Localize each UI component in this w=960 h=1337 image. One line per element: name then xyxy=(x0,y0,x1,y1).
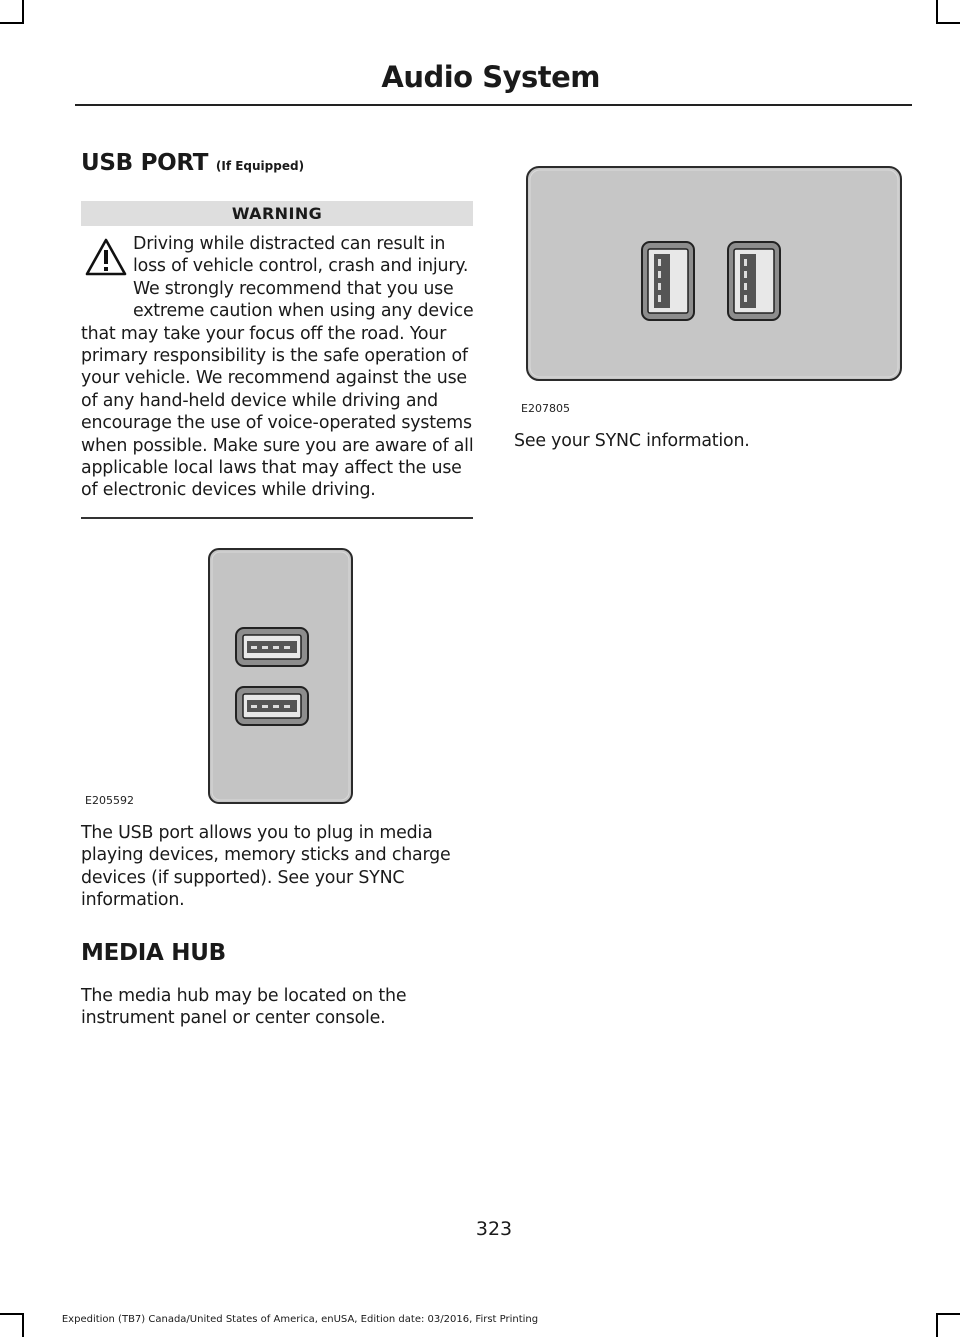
usb-port-figure xyxy=(200,545,360,807)
media-hub-figure-code: E207805 xyxy=(521,402,570,415)
crop-mark xyxy=(0,22,24,24)
warning-text: Driving while distracted can result in loss of vehicle control, crash and injury. We strongly recommend that you use extreme caution when using any device that may take your focus off the road. Your primary responsibility is the safe operation of your vehicle. We recommend against the use of any hand-held device while driving and encourage the use of voice-operated systems when possible. Make sure you are aware of all applicable local laws that may affect the use of electronic devices while driving. xyxy=(81,234,474,501)
usb-figure-code: E205592 xyxy=(85,794,134,807)
media-hub-heading: MEDIA HUB xyxy=(81,940,226,966)
media-hub-note: See your SYNC information. xyxy=(514,431,750,451)
crop-mark xyxy=(22,0,24,22)
footer-text: Expedition (TB7) Canada/United States of America, enUSA, Edition date: 03/2016, First Printing xyxy=(61,1314,539,1325)
usb-port-body: The USB port allows you to plug in media playing devices, memory sticks and charge devices (if supported). See your SYNC information. xyxy=(81,823,451,911)
media-hub-figure xyxy=(522,163,908,385)
crop-mark xyxy=(936,22,960,24)
warning-label: WARNING xyxy=(81,201,473,226)
warning-icon-spacer xyxy=(81,233,133,301)
usb-port-heading xyxy=(81,150,304,176)
warning-rule xyxy=(81,517,473,519)
usb-socket-icon xyxy=(642,242,694,320)
media-hub-body: The media hub may be located on the instrument panel or center console. xyxy=(81,986,407,1029)
usb-port-heading-suffix: (If Equipped) xyxy=(215,159,305,173)
usb-socket-icon xyxy=(236,628,308,666)
section-title: Audio System xyxy=(381,60,600,94)
usb-port-heading-text: USB PORT xyxy=(81,150,209,176)
usb-socket-icon xyxy=(728,242,780,320)
warning-text-block xyxy=(81,233,475,502)
crop-mark xyxy=(936,0,938,22)
page-number: 323 xyxy=(475,1218,513,1240)
usb-socket-icon xyxy=(236,687,308,725)
crop-mark xyxy=(936,1313,960,1315)
crop-mark xyxy=(936,1315,938,1337)
header-rule xyxy=(75,104,912,106)
